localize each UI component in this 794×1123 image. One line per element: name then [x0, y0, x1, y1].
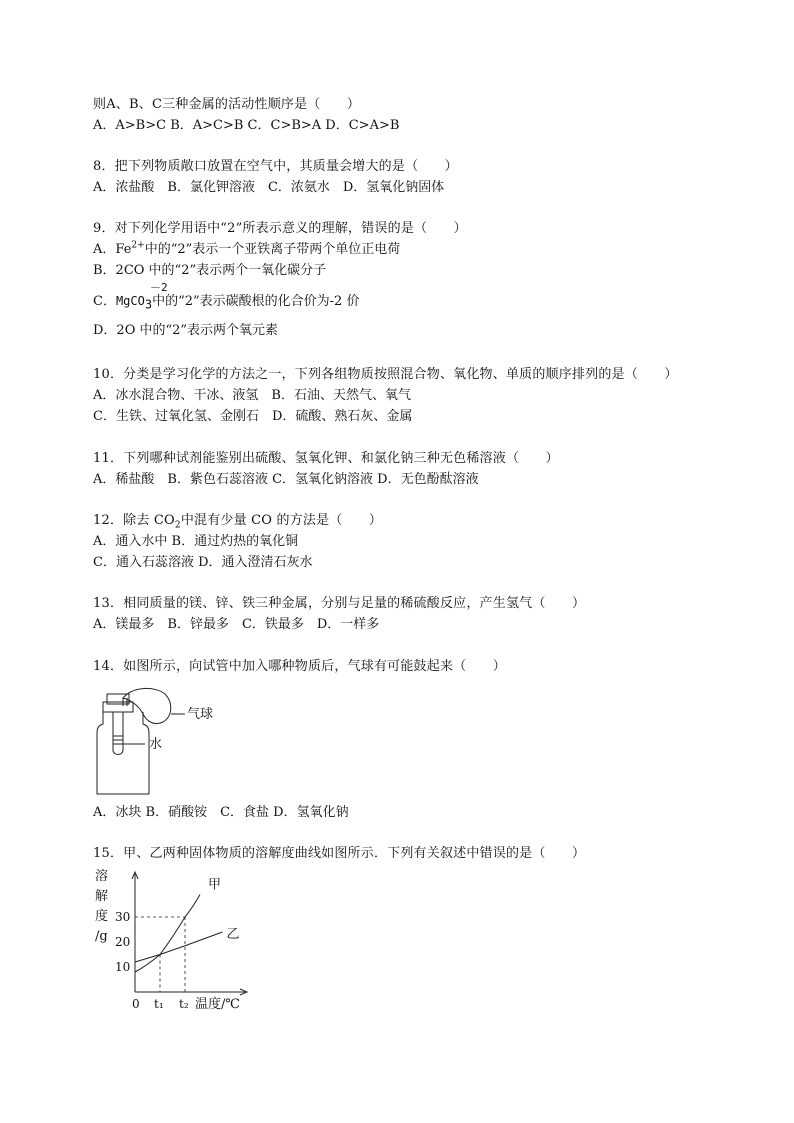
x-tick-label: t₁	[154, 997, 164, 1011]
q9-option-d: D．2O 中的“2”表示两个氧元素	[93, 323, 279, 338]
y-tick-label: 10	[115, 960, 131, 974]
question-8	[93, 156, 714, 198]
series-label: 乙	[226, 927, 240, 942]
series-line-jia	[135, 895, 200, 973]
q12-stem	[93, 510, 714, 531]
water-label: 水	[149, 737, 163, 752]
balloon-label: 气球	[187, 707, 214, 722]
question-11	[93, 448, 714, 490]
test-tube-icon	[113, 712, 123, 755]
q9-c-formula-group	[115, 281, 168, 312]
q10-options-ab: A．冰水混合物、干冰、液氢 B．石油、天然气、氧气	[93, 388, 411, 403]
y-axis-label-char: 溶	[95, 869, 109, 884]
q9-c-text: 中的“2”表示碳酸根的化合价为-2 价	[152, 294, 360, 309]
q8-options: A．浓盐酸 B．氯化钾溶液 C．浓氨水 D．氢氧化钠固体	[93, 180, 445, 195]
q12-options-cd: C．通入石蕊溶液 D．通入澄清石灰水	[93, 555, 313, 570]
question-13	[93, 593, 714, 635]
q12-stem-suffix: 中混有少量 CO 的方法是（ ）	[180, 513, 383, 528]
q13-options: A．镁最多 B．锌最多 C．铁最多 D．一样多	[93, 617, 380, 632]
q9-c-valence: －2	[149, 281, 168, 294]
q9-stem: 9．对下列化学用语中“2”所表示意义的理解，错误的是（ ）	[93, 221, 467, 236]
question-12	[93, 510, 714, 573]
q11-options: A．稀盐酸 B．紫色石蕊溶液 C．氢氧化钠溶液 D．无色酚酞溶液	[93, 472, 479, 487]
x-axis-label: 温度/℃	[195, 997, 240, 1012]
q12-stem-sub: 2	[174, 520, 181, 531]
q14-apparatus-figure	[93, 684, 253, 800]
q9-option-b: B．2CO 中的“2”表示两个一氧化碳分子	[93, 263, 327, 278]
origin-label: 0	[132, 997, 140, 1011]
q9-option-c	[93, 281, 714, 312]
y-axis-label-char: /g	[95, 929, 108, 944]
series-line-yi	[135, 932, 223, 962]
q12-stem-prefix: 12．除去 CO	[93, 513, 175, 528]
y-tick-label: 30	[115, 910, 131, 924]
question-14-options-block	[93, 802, 714, 823]
q9-c-formula: MgCO	[115, 294, 145, 308]
q9-option-a	[93, 239, 714, 260]
q7-stem: 则A、B、C三种金属的活动性顺序是（ ）	[93, 97, 361, 112]
series-label: 甲	[208, 877, 222, 893]
q8-stem: 8．把下列物质敞口放置在空气中，其质量会增大的是（ ）	[93, 159, 458, 174]
y-axis-label-char: 度	[95, 909, 109, 924]
q12-options-ab: A．通入水中 B．通过灼热的氧化铜	[93, 534, 299, 549]
q9-a-prefix: A．Fe	[93, 242, 132, 257]
q9-a-charge: 2+	[131, 240, 145, 251]
q13-stem: 13．相同质量的镁、锌、铁三种金属，分别与足量的稀硫酸反应，产生氢气（ ）	[93, 596, 586, 611]
y-tick-label: 20	[115, 935, 131, 949]
q15-stem: 15．甲、乙两种固体物质的溶解度曲线如图所示．下列有关叙述中错误的是（ ）	[93, 846, 586, 861]
q7-options: A．A>B>C B．A>C>B C．C>B>A D．C>A>B	[93, 118, 400, 133]
balloon-icon	[123, 688, 171, 723]
y-axis-label-char: 解	[95, 889, 109, 904]
q9-c-prefix: C．	[93, 294, 116, 309]
q10-options-cd: C．生铁、过氧化氢、金刚石 D．硫酸、熟石灰、金属	[93, 409, 413, 424]
q9-c-sub: 3	[144, 297, 153, 312]
q9-a-text: 中的“2”表示一个亚铁离子带两个单位正电荷	[144, 242, 401, 257]
question-9	[93, 218, 714, 341]
q14-options: A．冰块 B．硝酸铵 C．食盐 D．氢氧化钠	[93, 805, 349, 820]
q14-stem: 14．如图所示，向试管中加入哪种物质后，气球有可能鼓起来（ ）	[93, 659, 506, 674]
question-14	[93, 656, 714, 677]
q10-stem: 10．分类是学习化学的方法之一，下列各组物质按照混合物、氧化物、单质的顺序排列的是（ ）	[93, 367, 678, 382]
solubility-chart	[93, 866, 273, 1016]
question-15	[93, 843, 714, 864]
q11-stem: 11．下列哪种试剂能鉴别出硫酸、氢氧化钾、和氯化钠三种无色稀溶液（ ）	[93, 451, 559, 466]
question-10	[93, 364, 714, 427]
question-7	[93, 94, 714, 136]
x-tick-label: t₂	[179, 997, 189, 1011]
